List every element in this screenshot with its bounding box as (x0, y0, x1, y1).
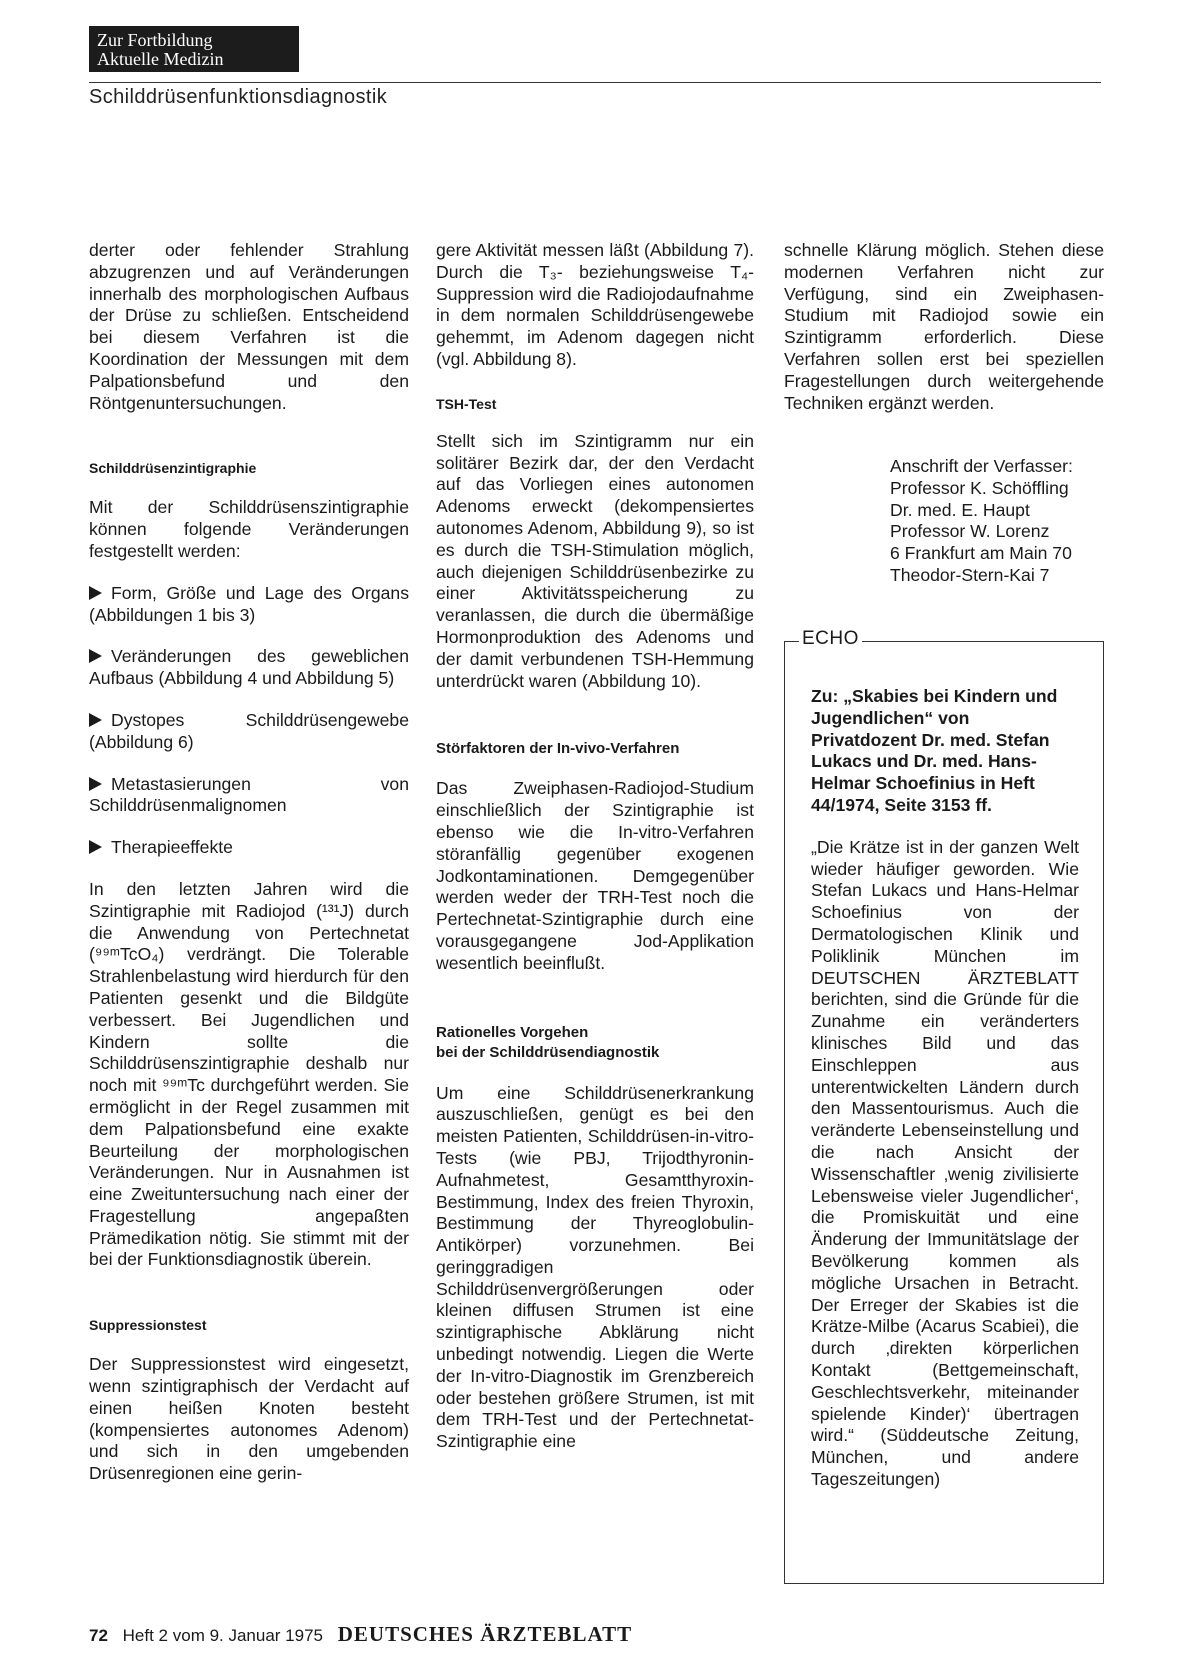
category-label (89, 26, 299, 72)
triangle-bullet-icon (89, 649, 102, 663)
address-line: Professor K. Schöffling (890, 477, 1069, 498)
category-line-1: Zur Fortbildung (97, 30, 213, 50)
subheading: TSH-Test (436, 395, 497, 412)
triangle-bullet-icon (89, 713, 102, 727)
address-line: Anschrift der Verfasser: (890, 456, 1073, 476)
echo-heading: Zu: „Skabies bei Kindern und Jugendlichen“ von Privatdozent Dr. med. Stefan Lukacs und Dr. med. Hans-Helmar Schoefinius in Heft 44/1974, Seite 3153 ff. (811, 686, 1058, 815)
subheading: Störfaktoren der In-vivo-Verfahren (436, 740, 680, 758)
address-line: Professor W. Lorenz (890, 521, 1050, 542)
paragraph: derter oder fehlender Strahlung abzugrenzen und auf Veränderungen innerhalb des morphologischen Aufbaus der Drüse zu schließen. Entscheidend bei diesem Verfahren ist die Koordination der Messungen mit dem Palpationsbefund und den Röntgenuntersuchungen. (89, 240, 409, 413)
magazine-title: DEUTSCHES ÄRZTEBLATT (337, 1622, 633, 1646)
paragraph: Stellt sich im Szintigramm nur ein solitärer Bezirk dar, der den Verdacht auf das Vorliegen eines autonomen Adenoms erweckt (dekompensiertes autonomes Adenom, Abbildung 9), so ist es durch die TSH-Stimulation möglich, auch diejenigen Schilddrüsenbezirke zu einer Aktivitätsspeicherung zu veranlassen, die durch die übermäßige Hormonproduktion des Adenoms und der damit verbundenen TSH-Hemmung unterdrückt waren (Abbildung 10). (436, 430, 754, 691)
page-number: 72 (89, 1626, 108, 1645)
page-footer (89, 1622, 632, 1647)
echo-content (811, 686, 1079, 1491)
header-divider (89, 82, 1101, 83)
paragraph: Mit der Schilddrüsenszintigraphie können folgende Veränderungen festgestellt werden: (89, 497, 409, 561)
echo-body: „Die Krätze ist in der ganzen Welt wieder häufiger geworden. Wie Stefan Lukacs und Hans-Helmar Schoefinius von der Dermatologischen Klinik und Poliklinik München im DEUTSCHEN ÄRZTEBLATT berichten, sind die Gründe für die Zunahme ein veränderters klinisches Bild und das Einschleppen aus unterentwickelten Ländern durch den Massentourismus. Auch die veränderte Lebenseinstellung und die nach Ansicht der Wissenschaftler ‚wenig zivilisierte Lebensweise vieler Jugendlicher‘, die Promiskuität und eine Änderung der Immunitätslage der Bevölkerung kommen als mögliche Ursachen in Betracht. Der Erreger der Skabies ist die Krätze-Milbe (Acarus Scabiei), die durch ‚direkten körperlichen Kontakt (Bettgemeinschaft, Geschlechtsverkehr, miteinander spielende Kinder)‘ übertragen wird.“ (Süddeutsche Zeitung, München, und andere Tageszeitungen) (811, 836, 1079, 1489)
issue-info: Heft 2 vom 9. Januar 1975 (122, 1626, 323, 1645)
paragraph: gere Aktivität messen läßt (Abbildung 7). Durch die T₃- beziehungsweise T₄-Suppression wird die Radiojodaufnahme in dem normalen Schilddrüsengewebe gehemmt, im Adenom dagegen nicht (vgl. Abbildung 8). (436, 240, 754, 369)
column-1 (89, 240, 409, 1485)
paragraph: schnelle Klärung möglich. Stehen diese modernen Verfahren nicht zur Verfügung, sind ein Zweiphasen-Studium mit Radiojod sowie ein Szintigramm erforderlich. Diese Verfahren sollen erst bei speziellen Fragestellungen durch weitergehende Techniken ergänzt werden. (784, 240, 1104, 413)
subheading: Rationelles Vorgehen bei der Schilddrüsendiagnostik (436, 1023, 660, 1061)
echo-label: ECHO (799, 628, 862, 650)
subheading: Suppressionstest (89, 1317, 207, 1334)
paragraph: Um eine Schilddrüsenerkrankung auszuschließen, genügt es bei den meisten Patienten, Schilddrüsen-in-vitro-Tests (wie PBJ, Trijodthyronin-Aufnahmetest, Gesamtthyroxin-Bestimmung, Index des freien Thyroxin, Bestimmung der Thyreoglobulin-Antikörper) vorzunehmen. Bei geringgradigen Schilddrüsenvergrößerungen oder kleinen diffusen Strumen ist eine szintigraphische Abklärung nicht unbedingt notwendig. Liegen die Werte der In-vitro-Diagnostik im Grenzbereich oder bestehen größere Strumen, ist mit dem TRH-Test und der Pertechnetat-Szintigraphie eine (436, 1082, 754, 1452)
echo-box (784, 628, 1104, 1584)
author-address (890, 456, 1073, 587)
address-line: Theodor-Stern-Kai 7 (890, 564, 1050, 585)
address-line: 6 Frankfurt am Main 70 (890, 543, 1072, 564)
column-2 (436, 240, 754, 1453)
paragraph: In den letzten Jahren wird die Szintigraphie mit Radiojod (¹³¹J) durch die Anwendung von Pertechnetat (⁹⁹ᵐTcO₄) verdrängt. Die Tolerable Strahlenbelastung wird hierdurch für den Patienten gesenkt und die Bildgüte verbessert. Bei Jugendlichen und Kindern sollte die Schilddrüsenszintigraphie deshalb nur noch mit ⁹⁹ᵐTc durchgeführt werden. Sie ermöglicht in der Regel zusammen mit dem Palpationsbefund eine exakte Beurteilung der morphologischen Veränderungen. Nur in Ausnahmen ist eine Zweituntersuchung nach einer der Fragestellung angepaßten Prämedikation nötig. Sie stimmt mit der bei der Funktionsdiagnostik überein. (89, 878, 409, 1270)
bullet-item: Veränderungen des geweblichen Aufbaus (Abbildung 4 und Abbildung 5) (89, 646, 409, 689)
bullet-item: Metastasierungen von Schilddrüsenmalignomen (89, 773, 409, 816)
triangle-bullet-icon (89, 840, 102, 854)
column-3 (784, 240, 1104, 414)
triangle-bullet-icon (89, 777, 102, 791)
triangle-bullet-icon (89, 586, 102, 600)
address-line: Dr. med. E. Haupt (890, 499, 1030, 520)
bullet-item: Dystopes Schilddrüsengewebe (Abbildung 6) (89, 709, 409, 752)
section-title: Schilddrüsenfunktionsdiagnostik (89, 86, 388, 108)
paragraph: Der Suppressionstest wird eingesetzt, wenn szintigraphisch der Verdacht auf einen heißen Knoten besteht (kompensiertes autonomes Adenom) und sich in den umgebenden Drüsenregionen eine gerin- (89, 1354, 409, 1484)
subheading: Schilddrüsenzintigraphie (89, 460, 257, 477)
bullet-item: Form, Größe und Lage des Organs (Abbildungen 1 bis 3) (89, 582, 409, 625)
bullet-item: Therapieeffekte (89, 837, 409, 859)
paragraph: Das Zweiphasen-Radiojod-Studium einschließlich der Szintigraphie ist ebenso wie die In-vitro-Verfahren störanfällig gegenüber exogenen Jodkontaminationen. Demgegenüber werden weder der TRH-Test noch die Pertechnetat-Szintigraphie durch eine vorausgegangene Jod-Applikation wesentlich beeinflußt. (436, 778, 754, 973)
category-line-2: Aktuelle Medizin (97, 49, 224, 69)
